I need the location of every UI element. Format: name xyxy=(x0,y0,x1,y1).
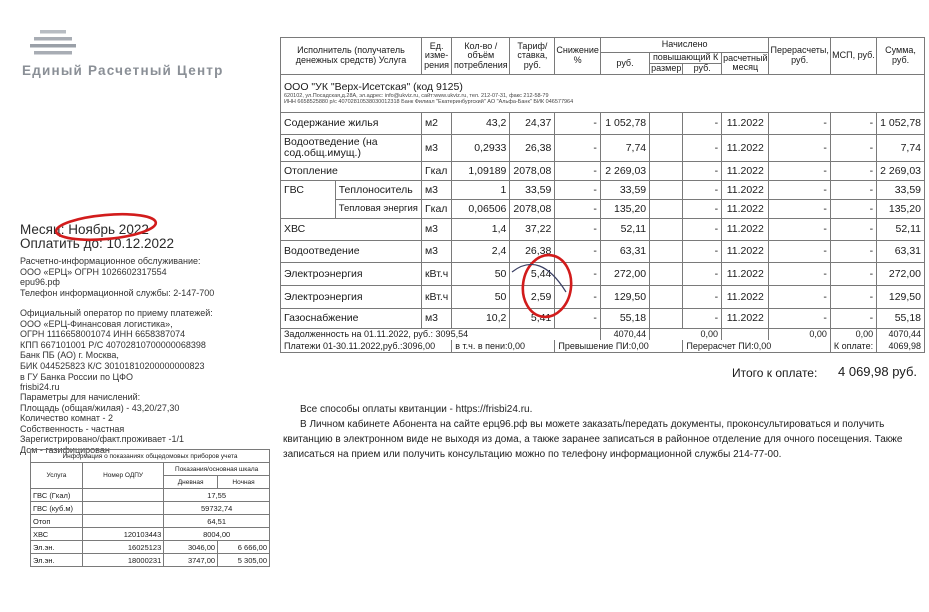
table-row: Содержание жилья м2 43,2 24,37 - 1 052,78 - 11.2022 - - 1 052,78 xyxy=(281,112,925,134)
col-total: Сумма, руб. xyxy=(877,38,925,75)
odpu-table xyxy=(30,449,270,567)
col-qty: Кол-во / объём потребления xyxy=(452,38,510,75)
col-period: расчетный месяц xyxy=(723,52,768,73)
col-unit: Ед. изме-рения xyxy=(421,38,451,75)
col-raising: повышающий К xyxy=(650,53,722,64)
summary-row-payments: Платежи 01-30.11.2022,руб.:3096,00 в т.ч. в пени:0,00 Превышение ПИ:0,00 Перерасчет ПИ:0,00 К оплате: 4069,98 xyxy=(281,340,925,352)
logo-text: Единый Расчетный Центр xyxy=(22,63,224,78)
col-rub: руб. xyxy=(600,53,649,75)
col-recalc: Перерасчеты, руб. xyxy=(769,38,830,75)
summary-row-debt: Задолженность на 01.11.2022, руб.: 3095,54 4070,44 0,00 0,00 0,00 4070,44 xyxy=(281,328,925,340)
pay-by-date: Оплатить до: 10.12.2022 xyxy=(20,236,175,251)
col-rub2: руб. xyxy=(683,64,722,75)
table-row: Электроэнергия кВт.ч 50 5,44 - 272,00 - 11.2022 - - 272,00 xyxy=(281,262,925,285)
table-row: ГВС (куб.м) 59732,74 xyxy=(31,502,270,515)
table-row: Электроэнергия кВт.ч 50 2,59 - 129,50 - 11.2022 - - 129,50 xyxy=(281,285,925,308)
table-row: Водоотведение м3 2,4 26,38 - 63,31 - 11.2022 - - 63,31 xyxy=(281,240,925,262)
table-row: Отопление Гкал 1,09189 2078,08 - 2 269,03 - 11.2022 - - 2 269,03 xyxy=(281,161,925,180)
charges-table xyxy=(280,37,925,353)
odpu-title: Информация о показаниях общедомовых приборов учета xyxy=(31,450,270,463)
table-row: ГВС (Гкал) 17,55 xyxy=(31,489,270,502)
col-msp: МСП, руб. xyxy=(830,38,876,75)
table-row: ГВС Теплоноситель м3 1 33,59 - 33,59 - 11.2022 - - 33,59 xyxy=(281,180,925,199)
total-value: 4 069,98 руб. xyxy=(838,364,918,379)
table-row: Тепловая энергия Гкал 0,06506 2078,08 - 135,20 - 11.2022 - - 135,20 xyxy=(281,199,925,218)
payment-operator-info: Официальный оператор по приему платежей: ООО «ЕРЦ-Финансовая логистика», ОГРН 1116658001074 ИНН 6658387074 КПП 667101001 Р/С 40702810700000068398 Банк ПБ (АО) г. Москва, БИК 044525823 К/С 30101810200000000823 в ГУ Банка России по ЦФО frisbi24.ru xyxy=(20,308,213,393)
col-size: размер xyxy=(651,63,682,73)
table-row: ХВС м3 1,4 37,22 - 52,11 - 11.2022 - - 52,11 xyxy=(281,218,925,240)
table-row: Отоп 64,51 xyxy=(31,515,270,528)
col-accrued: Начислено xyxy=(600,38,769,53)
table-row: Эл.эн. 16025123 3046,00 6 666,00 xyxy=(31,541,270,554)
cabinet-note-3: записаться на прием или получить консультацию можно по телефону информационной службы 214-77-00. xyxy=(283,449,782,460)
odpu-col-number: Номер ОДПУ xyxy=(82,463,163,489)
org-name: ООО "УК "Верх-Исетская" (код 9125) xyxy=(284,80,463,93)
table-row: Водоотведение (на сод.общ.имущ.) м3 0,2933 26,38 - 7,74 - 11.2022 - - 7,74 xyxy=(281,134,925,161)
odpu-col-readings: Показания/основная шкала xyxy=(164,463,270,476)
org-row: ООО "УК "Верх-Исетская" (код 9125) 620102, ул.Посадская,д.28А, эл.адрес: info@ukviz.ru, сайт:www.ukviz.ru, тел. 212-07-31, факс 212-58-79 ИНН 6658525880 р/с 40702810538030012318 Банк Филиал "Екатеринбургский" АО "Альфа-Банк" БИК 046577964 xyxy=(281,74,925,112)
odpu-col-service: Услуга xyxy=(31,463,83,489)
col-tariff: Тариф/ ставка, руб. xyxy=(510,38,555,75)
table-row: ХВС 120103443 8004,00 xyxy=(31,528,270,541)
payment-methods-note: Все способы оплаты квитанции - https://frisbi24.ru. xyxy=(300,404,533,415)
erc-info: Расчетно-информационное обслуживание: ООО «ЕРЦ» ОГРН 1026602317554 epu96.рф Телефон информационной службы: 2-147-700 xyxy=(20,256,215,298)
cabinet-note-1: В Личном кабинете Абонента на сайте ерц96.рф вы можете заказать/передать документы, проконсультироваться и получить xyxy=(300,419,885,430)
cabinet-note-2: квитанцию в электронном виде не выходя из дома, а также заранее записаться в районное отделение для очного посещения. Также xyxy=(283,434,903,445)
col-provider: Исполнитель (получатель денежных средств) Услуга xyxy=(281,38,422,75)
odpu-col-day: Дневная xyxy=(164,476,218,489)
odpu-col-night: Ночная xyxy=(218,476,270,489)
accrual-params: Параметры для начислений: Площадь (общая/жилая) - 43,20/27,30 Количество комнат - 2 Собственность - частная Зарегистрировано/факт.проживает -1/1 Дом - газифицирован xyxy=(20,392,185,455)
table-row: Эл.эн. 18000231 3747,00 5 305,00 xyxy=(31,554,270,567)
total-label: Итого к оплате: xyxy=(732,366,818,380)
month-value: Ноябрь 2022 xyxy=(68,222,149,237)
billing-month: Месяц: Ноябрь 2022 xyxy=(20,222,149,237)
col-reduction: Снижение % xyxy=(555,38,601,75)
table-row: Газоснабжение м3 10,2 5,41 - 55,18 - 11.2022 - - 55,18 xyxy=(281,308,925,328)
